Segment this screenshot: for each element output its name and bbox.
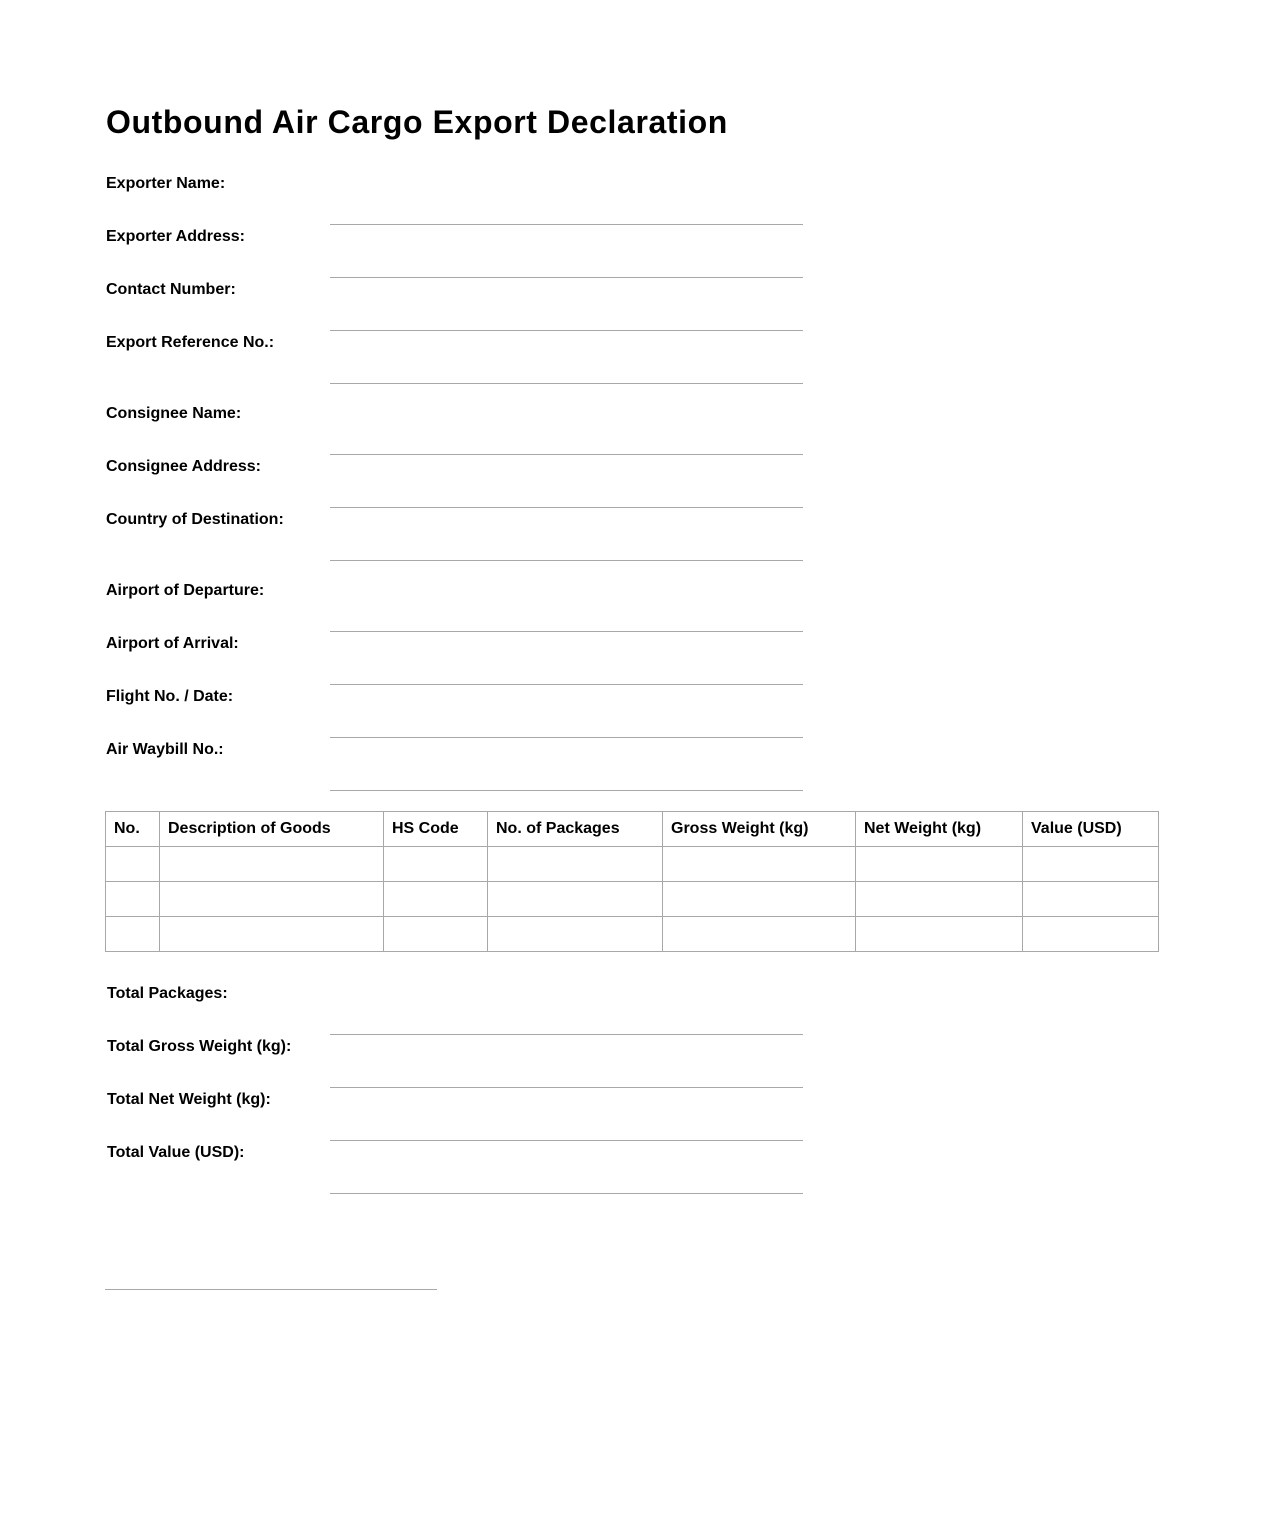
table-cell[interactable]: [856, 847, 1023, 882]
arrival-airport-field: [106, 634, 803, 687]
flight-date-input[interactable]: [330, 711, 803, 738]
table-cell[interactable]: [160, 917, 384, 952]
cell-input[interactable]: [168, 855, 379, 874]
departure-airport-label: Airport of Departure:: [106, 582, 265, 599]
signature-line[interactable]: [105, 1289, 437, 1290]
contact-number-input[interactable]: [330, 304, 803, 331]
table-cell[interactable]: [1023, 917, 1159, 952]
air-waybill-field: [106, 740, 803, 793]
column-header-value: Value (USD): [1023, 812, 1159, 847]
consignee-address-label: Consignee Address:: [106, 458, 261, 475]
cell-input[interactable]: [1031, 855, 1154, 874]
table-cell[interactable]: [856, 917, 1023, 952]
column-header-packages: No. of Packages: [488, 812, 663, 847]
column-header-net-weight: Net Weight (kg): [856, 812, 1023, 847]
exporter-name-label: Exporter Name:: [106, 175, 226, 192]
table-cell[interactable]: [384, 917, 488, 952]
cell-input[interactable]: [496, 890, 658, 909]
table-cell[interactable]: [663, 882, 856, 917]
total-gross-weight-field: [107, 1037, 804, 1090]
cell-input[interactable]: [392, 890, 483, 909]
cell-input[interactable]: [114, 925, 155, 944]
cell-input[interactable]: [864, 890, 1018, 909]
total-gross-weight-label: Total Gross Weight (kg):: [107, 1038, 292, 1055]
table-cell[interactable]: [106, 917, 160, 952]
cell-input[interactable]: [496, 925, 658, 944]
exporter-name-field: [106, 174, 803, 227]
cell-input[interactable]: [114, 890, 155, 909]
cell-input[interactable]: [864, 925, 1018, 944]
page-title: Outbound Air Cargo Export Declaration: [106, 104, 728, 140]
exporter-name-input[interactable]: [330, 198, 803, 225]
export-reference-input[interactable]: [330, 357, 803, 384]
total-value-input[interactable]: [330, 1167, 803, 1194]
exporter-address-field: [106, 227, 803, 280]
export-reference-label: Export Reference No.:: [106, 334, 275, 351]
destination-country-label: Country of Destination:: [106, 511, 284, 528]
flight-date-label: Flight No. / Date:: [106, 688, 234, 705]
destination-country-input[interactable]: [330, 534, 803, 561]
cell-input[interactable]: [496, 855, 658, 874]
total-packages-input[interactable]: [330, 1008, 803, 1035]
cell-input[interactable]: [1031, 925, 1154, 944]
cell-input[interactable]: [392, 925, 483, 944]
cell-input[interactable]: [1031, 890, 1154, 909]
table-cell[interactable]: [106, 882, 160, 917]
cell-input[interactable]: [114, 855, 155, 874]
total-packages-label: Total Packages:: [107, 985, 228, 1002]
cell-input[interactable]: [671, 855, 851, 874]
table-row: [106, 917, 1159, 952]
table-cell[interactable]: [663, 847, 856, 882]
table-row: [106, 882, 1159, 917]
consignee-address-input[interactable]: [330, 481, 803, 508]
table-cell[interactable]: [488, 917, 663, 952]
air-waybill-label: Air Waybill No.:: [106, 741, 224, 758]
table-cell[interactable]: [1023, 882, 1159, 917]
total-value-label: Total Value (USD):: [107, 1144, 245, 1161]
table-cell[interactable]: [663, 917, 856, 952]
destination-country-field: [106, 510, 803, 563]
column-header-no: No.: [106, 812, 160, 847]
cell-input[interactable]: [392, 855, 483, 874]
cell-input[interactable]: [864, 855, 1018, 874]
cell-input[interactable]: [671, 890, 851, 909]
goods-table: [105, 811, 1159, 952]
consignee-address-field: [106, 457, 803, 510]
column-header-hs-code: HS Code: [384, 812, 488, 847]
total-net-weight-input[interactable]: [330, 1114, 803, 1141]
table-cell[interactable]: [384, 882, 488, 917]
table-row: [106, 847, 1159, 882]
exporter-address-label: Exporter Address:: [106, 228, 245, 245]
consignee-name-input[interactable]: [330, 428, 803, 455]
cell-input[interactable]: [168, 925, 379, 944]
column-header-description: Description of Goods: [160, 812, 384, 847]
total-net-weight-field: [107, 1090, 804, 1143]
total-packages-field: [107, 984, 804, 1037]
flight-date-field: [106, 687, 803, 740]
table-cell[interactable]: [856, 882, 1023, 917]
consignee-name-field: [106, 404, 803, 457]
total-net-weight-label: Total Net Weight (kg):: [107, 1091, 271, 1108]
export-reference-field: [106, 333, 803, 386]
arrival-airport-input[interactable]: [330, 658, 803, 685]
column-header-gross-weight: Gross Weight (kg): [663, 812, 856, 847]
table-cell[interactable]: [488, 882, 663, 917]
table-cell[interactable]: [160, 847, 384, 882]
consignee-name-label: Consignee Name:: [106, 405, 242, 422]
cell-input[interactable]: [671, 925, 851, 944]
cell-input[interactable]: [168, 890, 379, 909]
total-value-field: [107, 1143, 804, 1196]
contact-number-label: Contact Number:: [106, 281, 236, 298]
air-waybill-input[interactable]: [330, 764, 803, 791]
table-cell[interactable]: [106, 847, 160, 882]
table-cell[interactable]: [1023, 847, 1159, 882]
table-cell[interactable]: [384, 847, 488, 882]
departure-airport-field: [106, 581, 803, 634]
contact-number-field: [106, 280, 803, 333]
table-header-row: [106, 812, 1159, 847]
exporter-address-input[interactable]: [330, 251, 803, 278]
table-cell[interactable]: [488, 847, 663, 882]
total-gross-weight-input[interactable]: [330, 1061, 803, 1088]
table-cell[interactable]: [160, 882, 384, 917]
arrival-airport-label: Airport of Arrival:: [106, 635, 239, 652]
departure-airport-input[interactable]: [330, 605, 803, 632]
